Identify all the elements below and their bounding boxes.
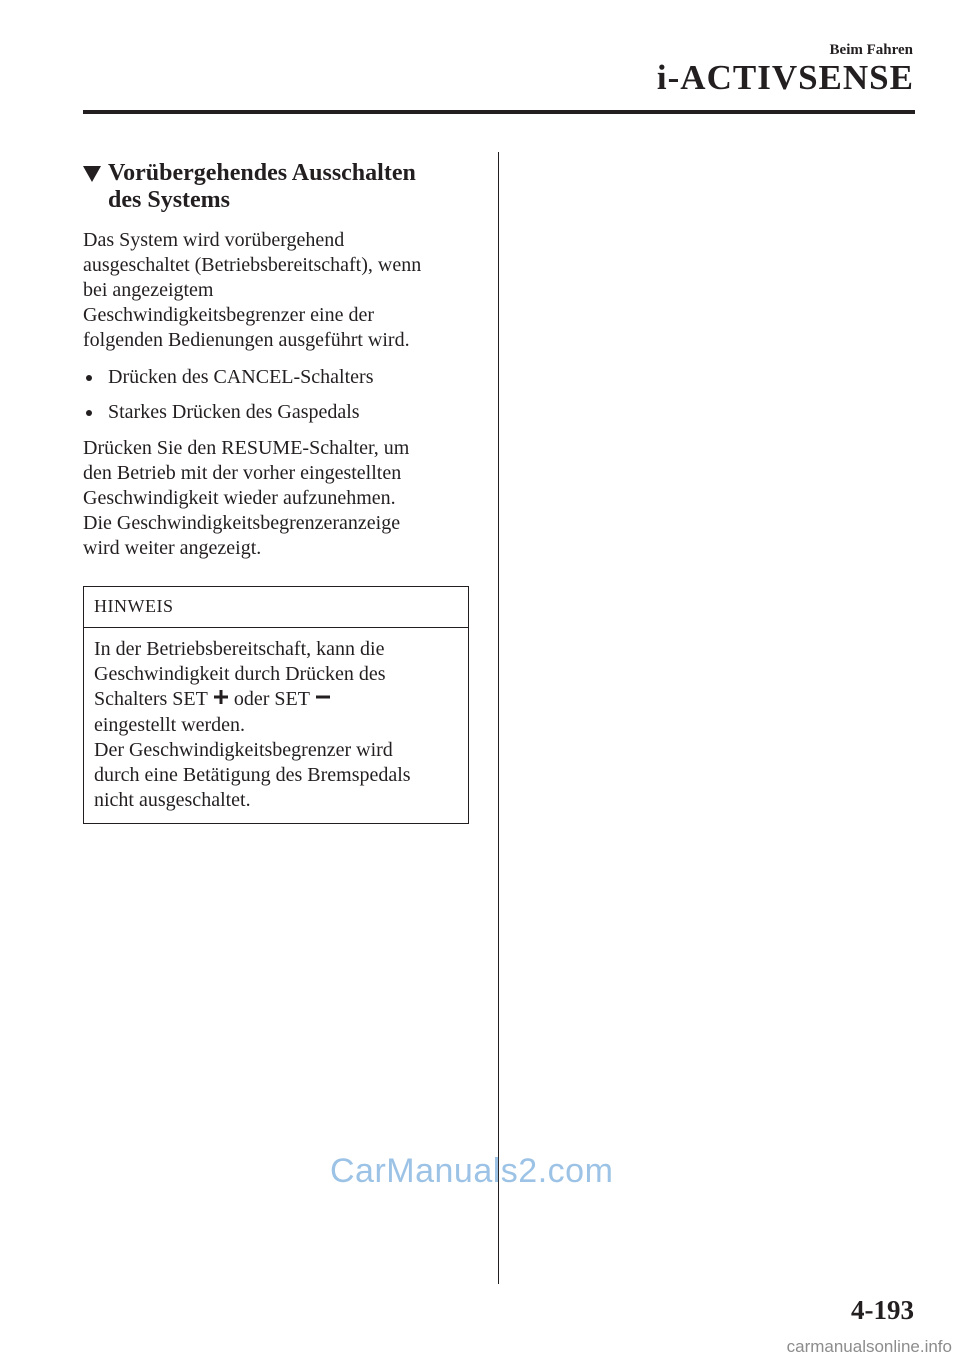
bullet-text: Drücken des CANCEL-Schalters xyxy=(108,366,374,388)
bullet-dot-icon xyxy=(86,375,92,381)
note-line: Geschwindigkeit durch Drücken des xyxy=(94,663,386,685)
note-box xyxy=(83,586,469,824)
note-title: HINWEIS xyxy=(84,587,468,628)
section-heading xyxy=(83,160,473,214)
minus-icon xyxy=(316,686,330,711)
chapter-title: i-ACTIVSENSE xyxy=(656,58,914,97)
list-item xyxy=(83,400,473,425)
intro-paragraph: Das System wird vorübergehend ausgeschaltet (Betriebsbereitschaft), wenn bei angezeigtem Geschwindigkeitsbegrenzer eine der folgenden Bedienungen ausgeführt wird. xyxy=(83,229,422,351)
bullet-list xyxy=(83,365,473,425)
note-rest: eingestellt werden. Der Geschwindigkeitsbegrenzer wird durch eine Betätigung des Bremspedals nicht ausgeschaltet. xyxy=(94,713,411,811)
note-body xyxy=(84,628,468,823)
note-line: In der Betriebsbereitschaft, kann die xyxy=(94,638,385,660)
bullet-text: Starkes Drücken des Gaspedals xyxy=(108,401,360,423)
column-divider xyxy=(498,152,499,1284)
heading-line-2: des Systems xyxy=(108,187,231,213)
left-column xyxy=(83,160,473,824)
resume-paragraph: Drücken Sie den RESUME-Schalter, um den Betrieb mit der vorher eingestellten Geschwindigkeit wieder aufzunehmen. Die Geschwindigkeitsbegrenzeranzeige wird weiter angezeigt. xyxy=(83,437,410,559)
note-set-minus-text: oder SET xyxy=(233,688,310,710)
watermark: CarManuals2.com xyxy=(330,1152,614,1190)
footer-watermark: carmanualsonline.info xyxy=(786,1337,952,1356)
bullet-dot-icon xyxy=(86,410,92,416)
header-rule xyxy=(83,110,915,114)
heading-text-wrap xyxy=(108,160,416,214)
note-set-plus-text: Schalters SET xyxy=(94,688,208,710)
note-line-set xyxy=(94,687,458,713)
heading-line-1: Vorübergehendes Ausschalten xyxy=(108,160,416,186)
list-item xyxy=(83,365,473,390)
plus-icon xyxy=(214,686,228,711)
triangle-down-icon xyxy=(83,166,101,182)
section-title: Beim Fahren xyxy=(829,42,913,58)
page-number: 4-193 xyxy=(851,1295,914,1325)
